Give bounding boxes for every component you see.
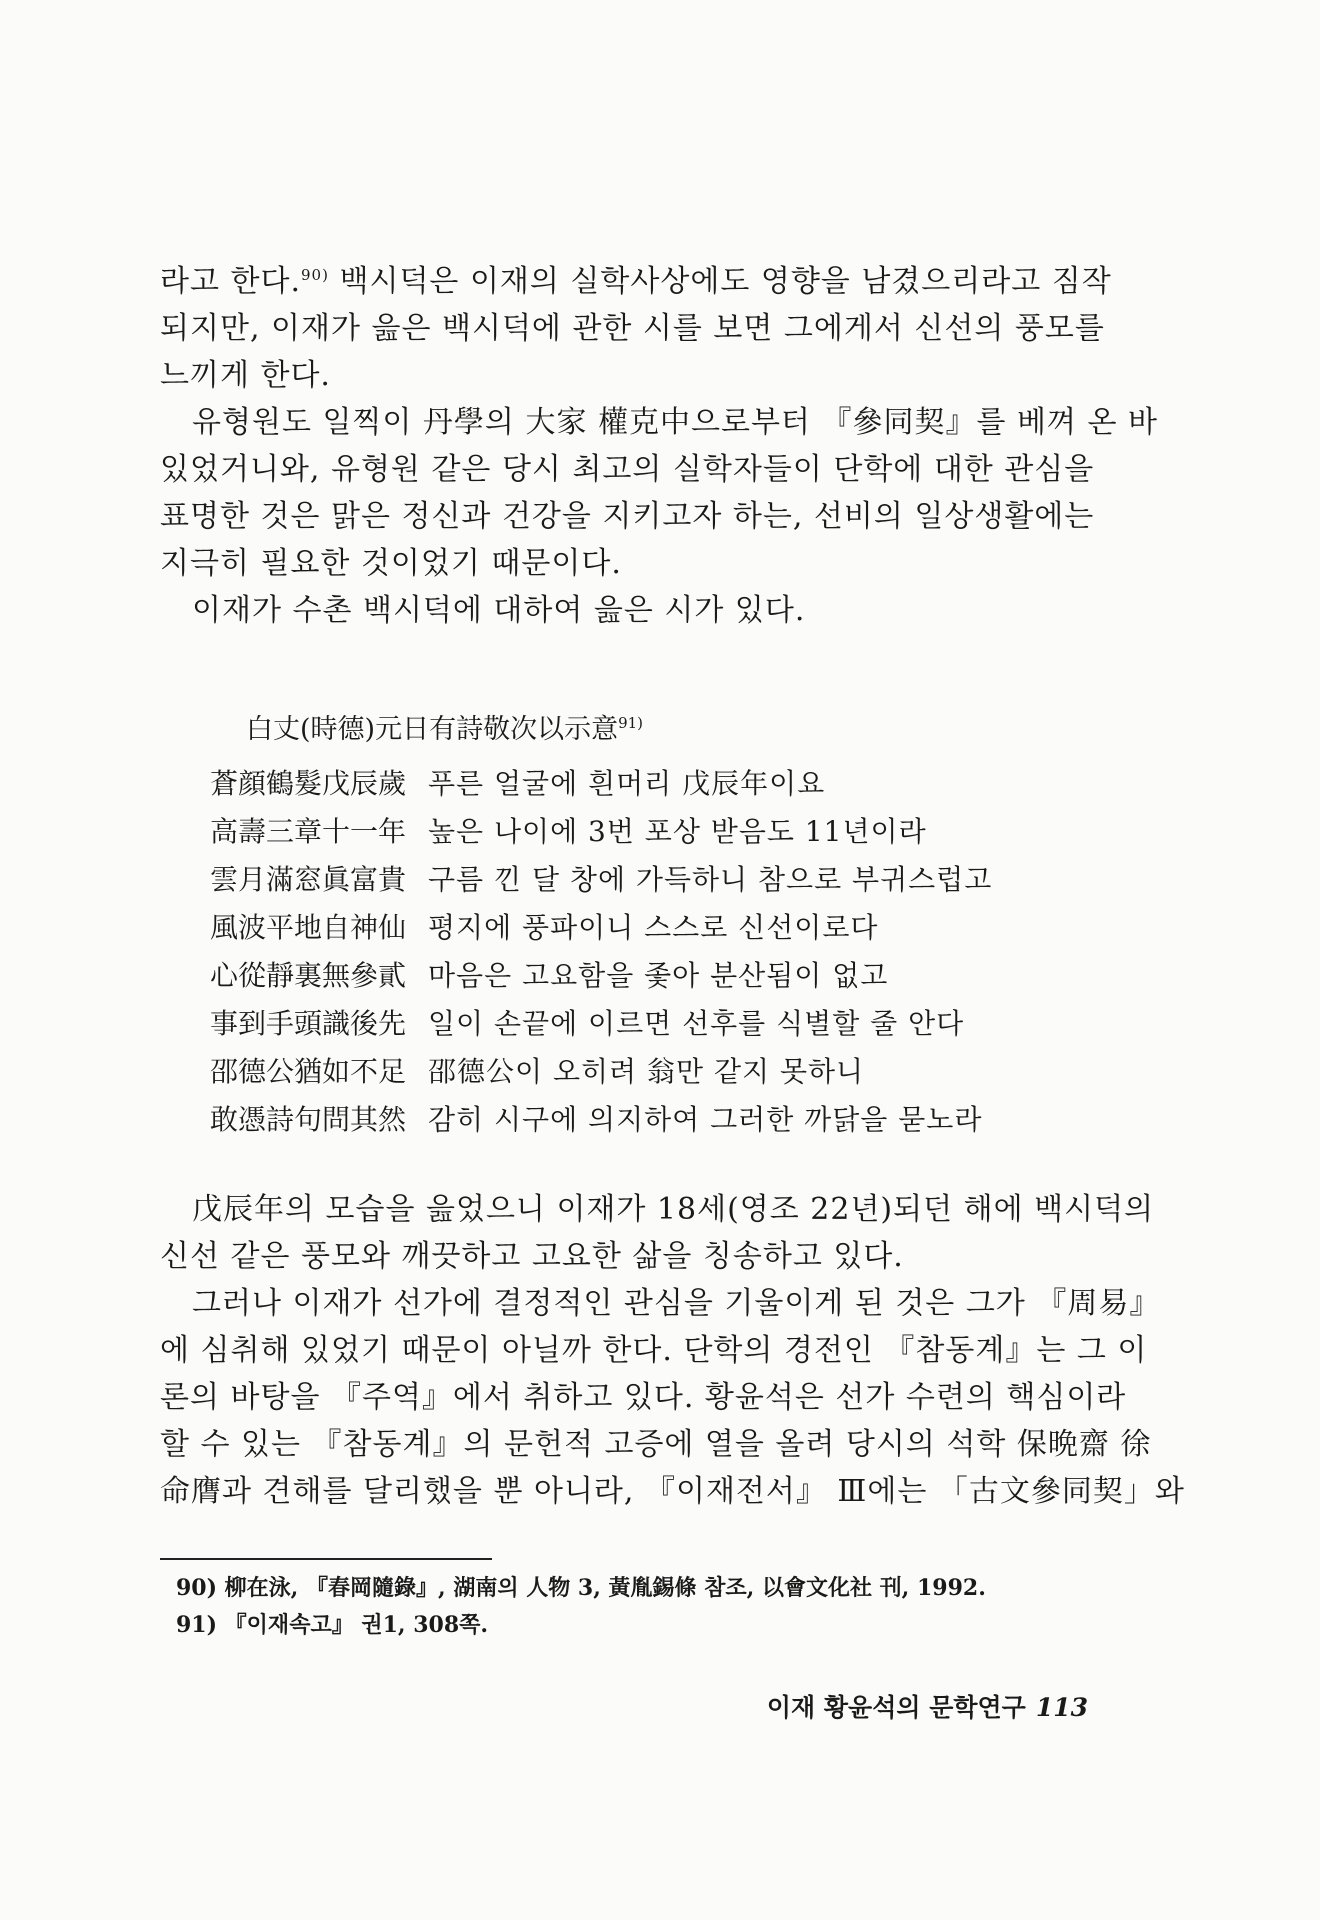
paragraph-2 <box>160 399 1160 587</box>
poem-block <box>210 710 1110 1144</box>
poem-hanja: 邵德公猶如不足 <box>210 1055 407 1088</box>
poem-hanja: 事到手頭識後先 <box>210 1007 407 1040</box>
para4-line1: 戊辰年의 모습을 읊었으니 이재가 18세(영조 22년)되던 해에 백시덕의 <box>192 1192 1155 1227</box>
poem-korean: 마음은 고요함을 좇아 분산됨이 없고 <box>428 959 889 992</box>
poem-line <box>210 1000 1110 1048</box>
para1-line2: 되지만, 이재가 읊은 백시덕에 관한 시를 보면 그에게서 신선의 풍모를 <box>160 311 1105 346</box>
footnote-divider <box>160 1558 492 1560</box>
poem-korean: 평지에 풍파이니 스스로 신선이로다 <box>428 911 879 944</box>
footnote-90: 90) 柳在泳, 『春岡隨錄』, 湖南의 人物 3, 黃胤錫條 참조, 以會文化社 刊, 1992. <box>176 1575 986 1601</box>
para2-line1: 유형원도 일찍이 丹學의 大家 權克中으로부터 『參同契』를 베껴 온 바 <box>192 405 1158 440</box>
para2-line2: 있었거니와, 유형원 같은 당시 최고의 실학자들이 단학에 대한 관심을 <box>160 452 1095 487</box>
poem-korean: 일이 손끝에 이르면 선후를 식별할 줄 안다 <box>428 1007 965 1040</box>
poem-line <box>210 952 1110 1000</box>
footnote-ref-90: 90) <box>301 266 329 284</box>
poem-korean: 감히 시구에 의지하여 그러한 까닭을 묻노라 <box>428 1103 983 1136</box>
body-text-lower <box>160 1186 1185 1515</box>
running-footer <box>767 1688 1088 1724</box>
paragraph-4 <box>160 1186 1160 1280</box>
para4-line2: 신선 같은 풍모와 깨끗하고 고요한 삶을 칭송하고 있다. <box>160 1239 904 1274</box>
poem-korean: 구름 낀 달 창에 가득하니 참으로 부귀스럽고 <box>428 863 993 896</box>
poem-line <box>210 808 1110 856</box>
poem-line <box>210 1048 1110 1096</box>
paragraph-1 <box>160 258 1160 399</box>
poem-hanja: 心從靜裏無參貳 <box>210 959 407 992</box>
poem-hanja: 高壽三章十一年 <box>210 815 407 848</box>
poem-line <box>210 1096 1110 1144</box>
poem-line <box>210 904 1110 952</box>
para5-line2: 에 심취해 있었기 때문이 아닐까 한다. 단학의 경전인 『참동계』는 그 이 <box>160 1333 1148 1368</box>
poem-korean: 높은 나이에 3번 포상 받음도 11년이라 <box>428 815 927 848</box>
poem-line <box>210 760 1110 808</box>
poem-hanja: 敢憑詩句問其然 <box>210 1103 407 1136</box>
page-number: 113 <box>1035 1693 1088 1722</box>
poem-title-text: 白丈(時德)元日有詩敬次以示意 <box>246 714 619 745</box>
poem-korean: 邵德公이 오히려 翁만 같지 못하니 <box>428 1055 865 1088</box>
poem-hanja: 雲月滿窓眞富貴 <box>210 863 407 896</box>
para5-line4: 할 수 있는 『참동계』의 문헌적 고증에 열을 올려 당시의 석학 保晩齋 徐 <box>160 1427 1152 1462</box>
poem-korean: 푸른 얼굴에 흰머리 戊辰年이요 <box>428 767 826 800</box>
para1-line1-rest: 백시덕은 이재의 실학사상에도 영향을 남겼으리라고 짐작 <box>328 264 1112 299</box>
para3-line1: 이재가 수촌 백시덕에 대하여 읊은 시가 있다. <box>192 593 806 628</box>
footnote-ref-91: 91) <box>618 714 644 732</box>
para5-line5: 命膺과 견해를 달리했을 뿐 아니라, 『이재전서』 Ⅲ에는 「古文參同契」와 <box>160 1474 1185 1509</box>
paragraph-5 <box>160 1280 1185 1515</box>
paragraph-3 <box>160 587 1160 634</box>
poem-title <box>246 710 1110 750</box>
para5-line3: 론의 바탕을 『주역』에서 취하고 있다. 황윤석은 선가 수련의 핵심이라 <box>160 1380 1127 1415</box>
para5-line1: 그러나 이재가 선가에 결정적인 관심을 기울이게 된 것은 그가 『周易』 <box>192 1286 1161 1321</box>
para1-line1: 라고 한다. <box>160 264 301 299</box>
running-title: 이재 황윤석의 문학연구 <box>766 1693 1026 1722</box>
para2-line4: 지극히 필요한 것이었기 때문이다. <box>160 546 622 581</box>
body-text-upper <box>160 258 1160 634</box>
footnote-91: 91) 『이재속고』 권1, 308쪽. <box>176 1612 489 1638</box>
poem-hanja: 蒼顔鶴髮戊辰歲 <box>210 767 407 800</box>
para1-line3: 느끼게 한다. <box>160 358 331 393</box>
para2-line3: 표명한 것은 맑은 정신과 건강을 지키고자 하는, 선비의 일상생활에는 <box>160 499 1095 534</box>
footnotes <box>176 1570 1126 1644</box>
poem-line <box>210 856 1110 904</box>
poem-hanja: 風波平地自神仙 <box>210 911 407 944</box>
